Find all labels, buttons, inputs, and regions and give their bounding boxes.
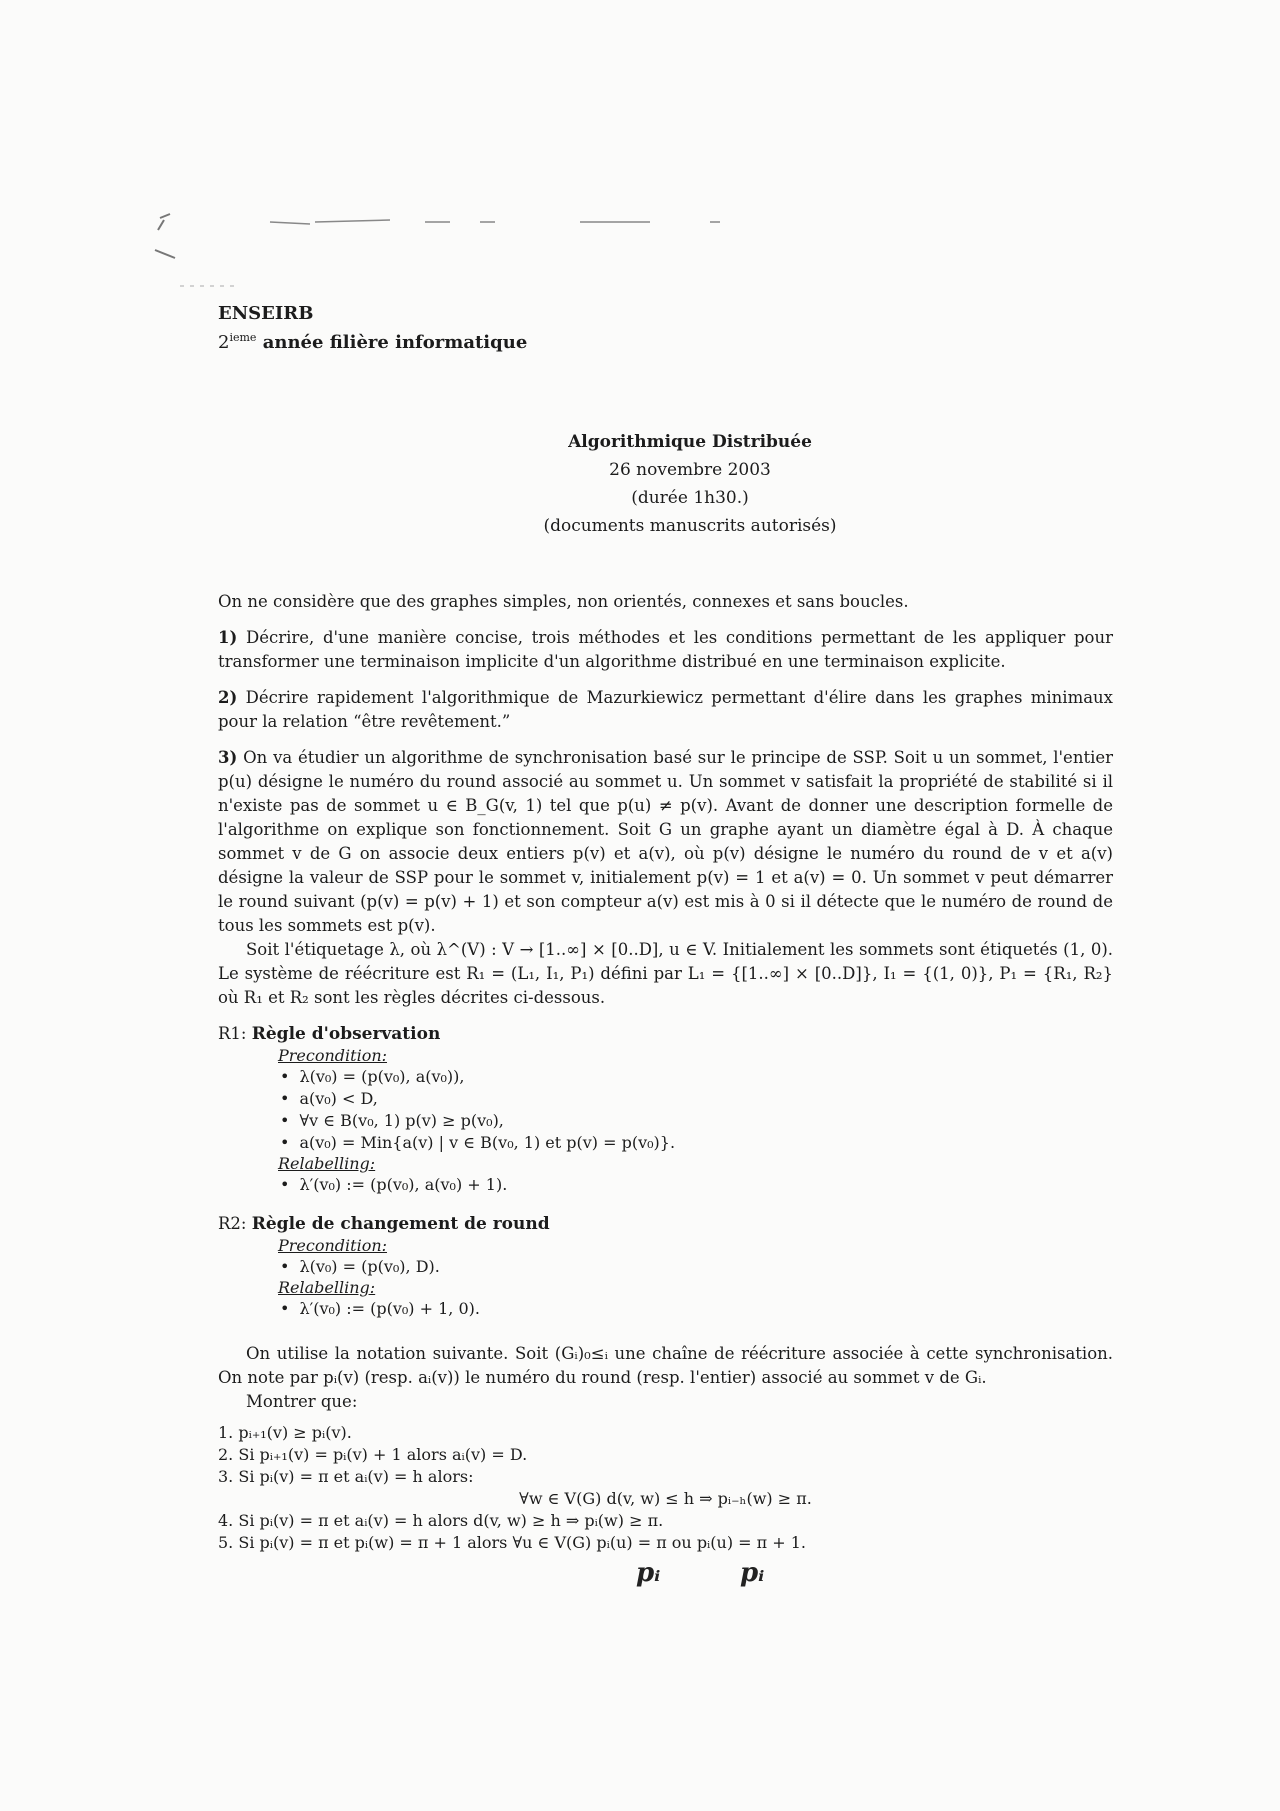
list-item: 2. Si pᵢ₊₁(v) = pᵢ(v) + 1 alors aᵢ(v) = D. (218, 1445, 528, 1464)
list-item: • λ(v₀) = (p(v₀), D). (280, 1256, 1113, 1278)
handwritten-correction: pᵢ (636, 1558, 661, 1588)
course-title: Algorithmique Distribuée (568, 432, 812, 452)
list-item: 1. pᵢ₊₁(v) ≥ pᵢ(v). (218, 1423, 352, 1442)
r1-relabelling-label: Relabelling: (278, 1154, 376, 1173)
rule-r1 (218, 1022, 1113, 1196)
r2-precondition-label: Precondition: (278, 1236, 388, 1255)
title-block (430, 428, 950, 540)
list-item: • λ′(v₀) := (p(v₀) + 1, 0). (280, 1298, 1113, 1320)
r2-precondition-list (280, 1256, 1113, 1278)
question-2: 2) Décrire rapidement l'algorithmique de Mazurkiewicz permettant d'élire dans les graphes minimaux pour la relation “être revêtement.” (218, 688, 1113, 731)
exam-date: 26 novembre 2003 (609, 460, 771, 480)
exam-body (218, 590, 1113, 1554)
r2-relabelling-label: Relabelling: (278, 1278, 376, 1297)
handwritten-correction: pᵢ (740, 1558, 765, 1588)
scan-artifacts (150, 200, 800, 290)
show-that: Montrer que: (246, 1392, 358, 1411)
exam-duration: (durée 1h30.) (631, 488, 749, 508)
list-item: • a(v₀) = Min{a(v) | v ∈ B(v₀, 1) et p(v) = p(v₀)}. (280, 1132, 1113, 1154)
list-item: 4. Si pᵢ(v) = π et aᵢ(v) = h alors d(v, w) ≥ h ⇒ pᵢ(w) ≥ π. (218, 1511, 664, 1530)
list-item: • ∀v ∈ B(v₀, 1) p(v) ≥ p(v₀), (280, 1110, 1113, 1132)
program-line: 2ieme année filière informatique (218, 331, 528, 353)
question-list (218, 1422, 1113, 1554)
r2-relabelling-list (280, 1298, 1113, 1320)
intro: On ne considère que des graphes simples, non orientés, connexes et sans boucles. (218, 592, 909, 611)
school-name: ENSEIRB (218, 303, 314, 324)
r1-precondition-label: Precondition: (278, 1046, 388, 1065)
rule-r2 (218, 1212, 1113, 1320)
r1-precondition-list (280, 1066, 1113, 1154)
question-3: 3) On va étudier un algorithme de synchronisation basé sur le principe de SSP. Soit u un sommet, l'entier p(u) désigne le numéro du round associé au sommet u. Un sommet v satisfait la propriété de stabilité si il n'existe pas de sommet u ∈ B_G(v, 1) tel que p(u) ≠ p(v). Avant de donner une description formelle de l'algorithme on explique son fonctionnement. Soit G un graphe ayant un diamètre égal à D. À chaque sommet v de G on associe deux entiers p(v) et a(v), où p(v) désigne le numéro du round de v et a(v) désigne la valeur de SSP pour le sommet v, initialement p(v) = 1 et a(v) = 0. Un sommet v peut démarrer le round suivant (p(v) = p(v) + 1) et son compteur a(v) est mis à 0 si il détecte que le numéro de round de tous les sommets est p(v). (218, 748, 1114, 935)
list-item: 3. Si pᵢ(v) = π et aᵢ(v) = h alors: (218, 1467, 474, 1486)
formula-3: ∀w ∈ V(G) d(v, w) ≤ h ⇒ pᵢ₋ₕ(w) ≥ π. (519, 1489, 812, 1508)
list-item: • λ′(v₀) := (p(v₀), a(v₀) + 1). (280, 1174, 1113, 1196)
rule-r1-head: R1: Règle d'observation (218, 1024, 441, 1044)
documents-note: (documents manuscrits autorisés) (543, 516, 837, 536)
question-3-labelling: Soit l'étiquetage λ, où λ^(V) : V → [1..∞] × [0..D], u ∈ V. Initialement les sommets sont étiquetés (1, 0). Le système de réécriture est R₁ = (L₁, I₁, P₁) défini par L₁ = {[1..∞] × [0..D]}, I₁ = {(1, 0)}, P₁ = {R₁, R₂} où R₁ et R₂ sont les règles décrites ci-dessous. (218, 940, 1113, 1007)
notation-paragraph: On utilise la notation suivante. Soit (Gᵢ)₀≤ᵢ une chaîne de réécriture associée à cette synchronisation. On note par pᵢ(v) (resp. aᵢ(v)) le numéro du round (resp. l'entier) associé au sommet v de Gᵢ. (218, 1344, 1113, 1387)
list-item: • λ(v₀) = (p(v₀), a(v₀)), (280, 1066, 1113, 1088)
header (218, 302, 527, 355)
rule-r2-head: R2: Règle de changement de round (218, 1214, 550, 1234)
list-item: 5. Si pᵢ(v) = π et pᵢ(w) = π + 1 alors ∀u ∈ V(G) pᵢ(u) = π ou pᵢ(u) = π + 1. (218, 1533, 806, 1552)
list-item: • a(v₀) < D, (280, 1088, 1113, 1110)
question-1: 1) Décrire, d'une manière concise, trois méthodes et les conditions permettant de les appliquer pour transformer une terminaison implicite d'un algorithme distribué en une terminaison explicite. (218, 628, 1113, 671)
r1-relabelling-list (280, 1174, 1113, 1196)
